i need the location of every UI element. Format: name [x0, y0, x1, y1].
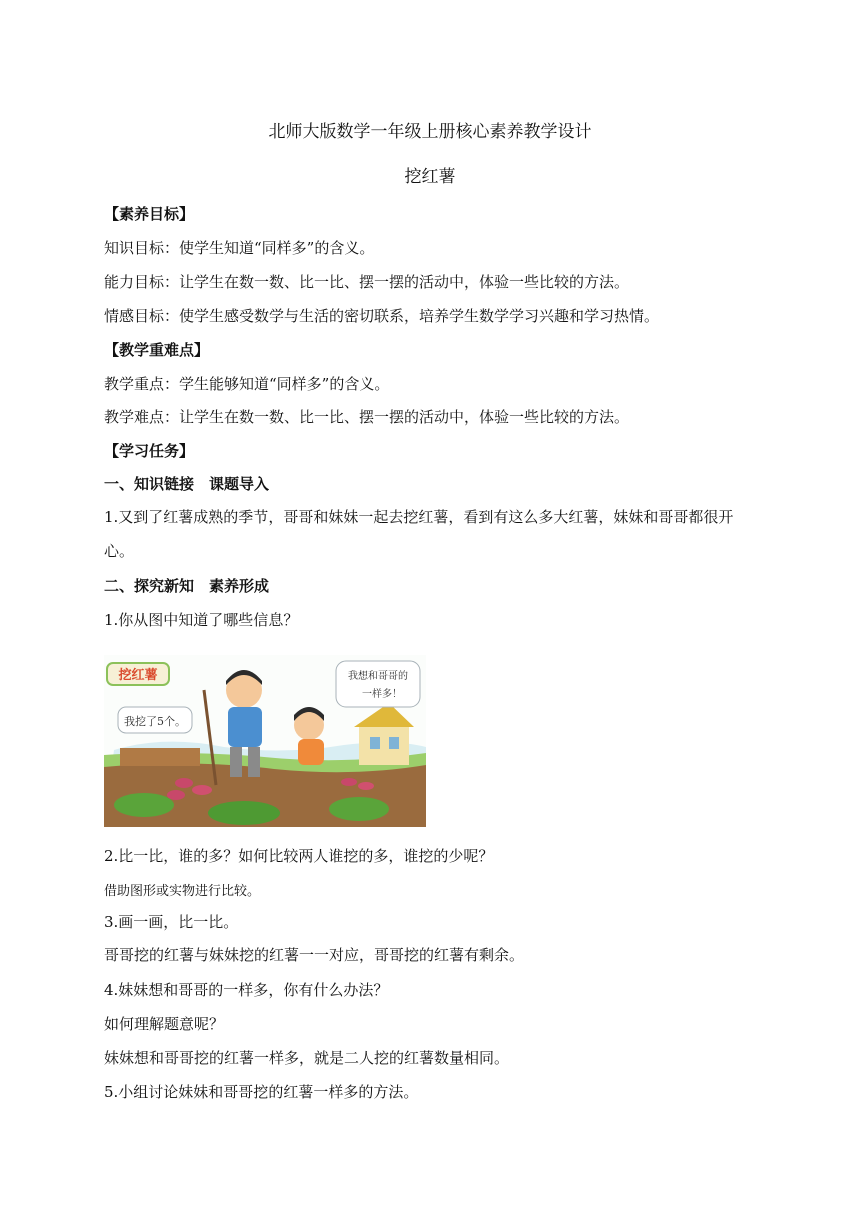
difficult-point: 教学难点：让学生在数一数、比一比、摆一摆的活动中，体验一些比较的方法。 [104, 408, 630, 426]
question-3-answer: 哥哥挖的红薯与妹妹挖的红薯一一对应，哥哥挖的红薯有剩余。 [104, 946, 525, 964]
goal-ability: 能力目标：让学生在数一数、比一比、摆一摆的活动中，体验一些比较的方法。 [104, 273, 630, 291]
girl-speech-bubble-line2: 一样多！ [362, 689, 402, 700]
key-point: 教学重点：学生能够知道“同样多”的含义。 [104, 375, 390, 393]
tasks-heading: 【学习任务】 [104, 442, 195, 460]
document-title: 北师大版数学一年级上册核心素养教学设计 [268, 122, 592, 142]
question-5: 5.小组讨论妹妹和哥哥挖的红薯一样多的方法。 [104, 1083, 419, 1101]
sweet-potato-illustration [104, 655, 426, 827]
illustration-tag: 挖红薯 [118, 668, 158, 683]
lesson-title: 挖红薯 [404, 167, 456, 187]
part1-item1: 1.又到了红薯成熟的季节，哥哥和妹妹一起去挖红薯，看到有这么多大红薯，妹妹和哥哥都很开心。 [104, 508, 734, 560]
boy-speech-bubble: 我挖了5个。 [124, 715, 186, 728]
question-1: 1.你从图中知道了哪些信息？ [104, 611, 299, 629]
goals-heading: 【素养目标】 [104, 205, 195, 223]
goal-knowledge: 知识目标：使学生知道“同样多”的含义。 [104, 239, 375, 257]
part2-heading: 二、探究新知 素养形成 [104, 577, 270, 595]
goal-emotion: 情感目标：使学生感受数学与生活的密切联系，培养学生数学学习兴趣和学习热情。 [104, 307, 660, 325]
key-points-heading: 【教学重难点】 [104, 341, 210, 359]
question-3: 3.画一画，比一比。 [104, 913, 239, 931]
question-4: 4.妹妹想和哥哥的一样多，你有什么办法？ [104, 981, 389, 999]
part1-heading: 一、知识链接 课题导入 [104, 475, 270, 493]
question-2: 2.比一比，谁的多？如何比较两人谁挖的多，谁挖的少呢？ [104, 847, 494, 865]
girl-speech-bubble-line1: 我想和哥哥的 [348, 671, 408, 682]
question-2-note: 借助图形或实物进行比较。 [104, 884, 261, 899]
question-4-answer: 妹妹想和哥哥挖的红薯一样多，就是二人挖的红薯数量相同。 [104, 1049, 510, 1067]
question-4-prompt: 如何理解题意呢？ [104, 1015, 225, 1033]
